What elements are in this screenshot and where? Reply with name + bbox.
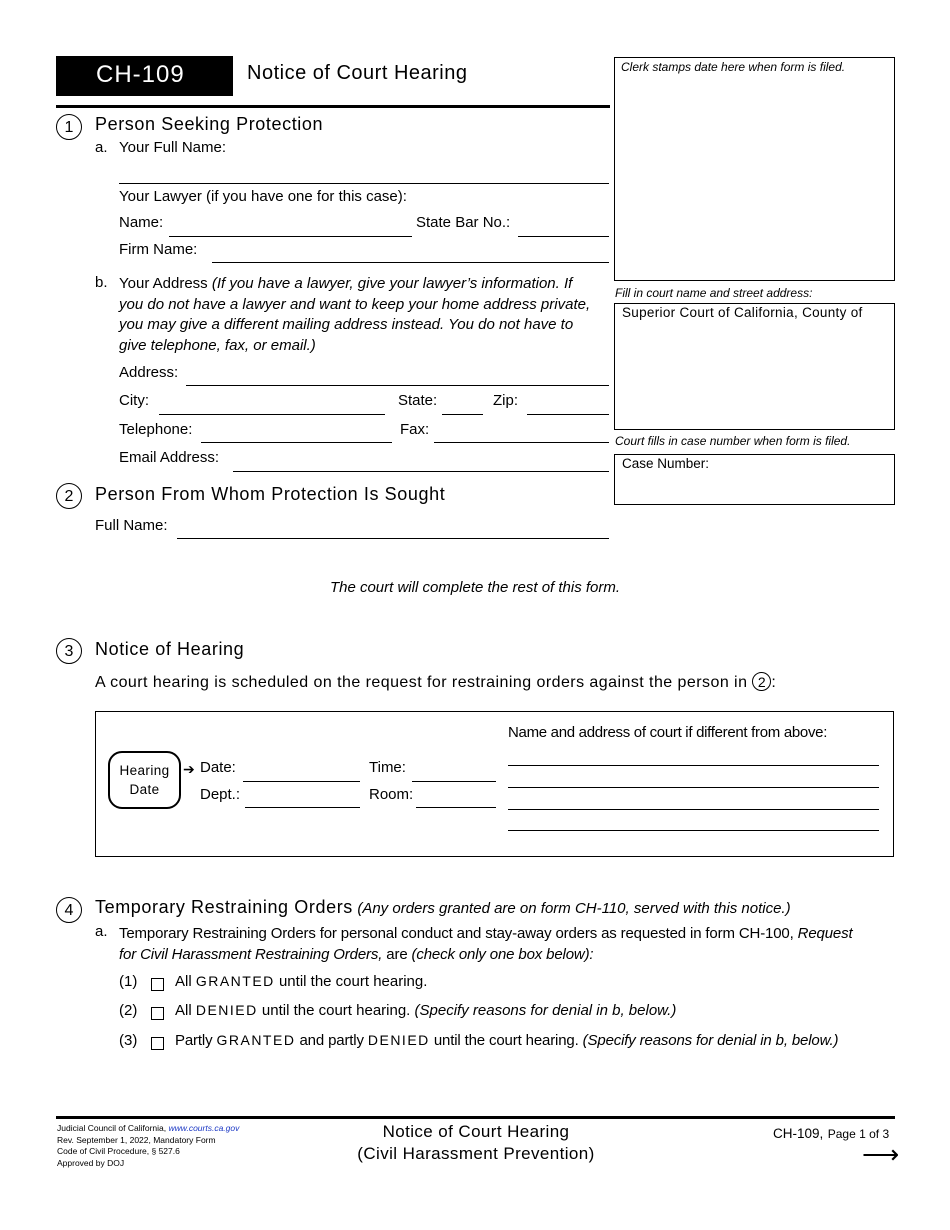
firm-name-label: Firm Name: xyxy=(119,241,198,258)
case-number-caption: Court fills in case number when form is filed. xyxy=(615,434,851,448)
firm-name-field[interactable] xyxy=(212,262,609,263)
address-instructions xyxy=(119,274,590,356)
footer-left xyxy=(57,1123,239,1169)
lawyer-name-label: Name: xyxy=(119,214,164,231)
fax-field[interactable] xyxy=(434,442,609,443)
option-3-mid: and partly xyxy=(299,1032,364,1049)
address-note-3: you may give a different mailing address instead. You do not have to xyxy=(119,316,574,333)
footer-approved: Approved by DOJ xyxy=(57,1157,125,1168)
section-4-title: Temporary Restraining Orders xyxy=(95,897,353,917)
section-1-number: 1 xyxy=(56,114,82,140)
section-4-note: (Any orders granted are on form CH-110, served with this notice.) xyxy=(357,900,791,917)
tro-check-note: (check only one box below): xyxy=(411,946,594,963)
header-rule xyxy=(56,105,610,108)
alt-court-line-1[interactable] xyxy=(508,765,879,766)
hearing-intro-text: A court hearing is scheduled on the request for restraining orders against the person in xyxy=(95,674,748,691)
tro-form-name-1: Request xyxy=(797,925,853,942)
section-4-number: 4 xyxy=(56,897,82,923)
option-3-note: (Specify reasons for denial in b, below.) xyxy=(582,1032,839,1049)
address-note-2: you do not have a lawyer and want to keep your home address private, xyxy=(119,295,591,313)
alt-court-line-3[interactable] xyxy=(508,809,879,810)
hearing-dept-field[interactable] xyxy=(245,807,360,808)
tro-form-name-2: for Civil Harassment Restraining Orders, xyxy=(119,946,383,963)
item-a-letter: a. xyxy=(95,139,108,156)
item-b-letter: b. xyxy=(95,274,108,291)
your-full-name-label: Your Full Name: xyxy=(119,139,226,156)
court-name-caption: Fill in court name and street address: xyxy=(615,286,813,300)
state-bar-label: State Bar No.: xyxy=(416,214,511,231)
address-label: Address: xyxy=(119,364,179,381)
footer-page-number: Page 1 of 3 xyxy=(827,1127,890,1141)
zip-field[interactable] xyxy=(527,414,609,415)
hearing-date-badge xyxy=(108,751,181,809)
hearing-dept-label: Dept.: xyxy=(200,786,241,803)
hearing-room-label: Room: xyxy=(369,786,414,803)
hearing-room-field[interactable] xyxy=(416,807,496,808)
state-field[interactable] xyxy=(442,414,483,415)
form-title: Notice of Court Hearing xyxy=(247,62,468,84)
tro-text-2: are xyxy=(386,946,408,963)
section-3-number: 3 xyxy=(56,638,82,664)
option-1-granted: GRANTED xyxy=(195,973,275,989)
lawyer-name-field[interactable] xyxy=(169,236,412,237)
footer-form-id: CH-109, xyxy=(773,1126,824,1141)
state-bar-field[interactable] xyxy=(518,236,609,237)
section-4-heading xyxy=(95,897,791,918)
hearing-date-label: Date: xyxy=(200,759,236,776)
your-lawyer-label: Your Lawyer (if you have one for this case): xyxy=(119,188,407,205)
option-1-post: until the court hearing. xyxy=(278,973,428,990)
tro-description xyxy=(119,923,853,965)
respondent-name-label: Full Name: xyxy=(95,517,168,534)
footer-website-link[interactable]: www.courts.ca.gov xyxy=(168,1123,240,1133)
tro-text-1: Temporary Restraining Orders for personal conduct and stay-away orders as requested in form CH-100, xyxy=(119,925,794,942)
footer-title-line1: Notice of Court Hearing xyxy=(382,1122,570,1141)
option-3-text xyxy=(175,1032,838,1049)
footer-code: Code of Civil Procedure, § 527.6 xyxy=(57,1146,180,1156)
option-3-granted: GRANTED xyxy=(216,1032,296,1048)
section-2-ref: 2 xyxy=(752,672,771,691)
option-1-text xyxy=(175,973,427,990)
hearing-time-field[interactable] xyxy=(412,781,496,782)
hearing-time-label: Time: xyxy=(369,759,406,776)
address-note-1: (If you have a lawyer, give your lawyer’s information. If xyxy=(211,275,573,292)
court-name-box[interactable] xyxy=(614,303,895,430)
email-field[interactable] xyxy=(233,471,609,472)
hearing-intro xyxy=(95,672,776,692)
alt-court-line-2[interactable] xyxy=(508,787,879,788)
section-3-title: Notice of Hearing xyxy=(95,639,245,659)
option-3-number: (3) xyxy=(119,1032,138,1049)
option-3-checkbox[interactable] xyxy=(151,1037,164,1050)
respondent-name-field[interactable] xyxy=(177,538,609,539)
your-full-name-field[interactable] xyxy=(119,183,609,184)
footer-rule xyxy=(56,1116,895,1119)
form-id-badge xyxy=(56,56,233,96)
section-2-number: 2 xyxy=(56,483,82,509)
email-label: Email Address: xyxy=(119,449,220,466)
city-field[interactable] xyxy=(159,414,385,415)
option-1-number: (1) xyxy=(119,973,138,990)
hearing-intro-end: : xyxy=(771,674,777,691)
option-1-pre: All xyxy=(175,973,192,990)
option-2-denied: DENIED xyxy=(195,1002,258,1018)
state-label: State: xyxy=(398,392,438,409)
alt-court-line-4[interactable] xyxy=(508,830,879,831)
section-1-title: Person Seeking Protection xyxy=(95,114,324,134)
hearing-badge-line2: Date xyxy=(129,782,160,797)
case-number-label: Case Number: xyxy=(622,456,710,471)
hearing-badge-line1: Hearing xyxy=(119,763,170,778)
option-3-post: until the court hearing. xyxy=(433,1032,579,1049)
arrow-right-icon: ➔ xyxy=(183,761,195,777)
address-field[interactable] xyxy=(186,385,609,386)
city-label: City: xyxy=(119,392,149,409)
section-4-item-a-letter: a. xyxy=(95,923,108,940)
fax-label: Fax: xyxy=(400,421,430,438)
option-2-checkbox[interactable] xyxy=(151,1007,164,1020)
telephone-field[interactable] xyxy=(201,442,392,443)
next-page-arrow-icon[interactable]: ⟶ xyxy=(862,1139,900,1169)
court-completes-note: The court will complete the rest of this form. xyxy=(329,579,621,596)
case-number-box[interactable] xyxy=(614,454,895,505)
footer-rev: Rev. September 1, 2022, Mandatory Form xyxy=(57,1134,216,1145)
telephone-label: Telephone: xyxy=(119,421,193,438)
address-note-4: give telephone, fax, or email.) xyxy=(119,336,316,354)
alt-court-label: Name and address of court if different from above: xyxy=(508,724,828,741)
court-name-text: Superior Court of California, County of xyxy=(622,305,863,320)
option-1-checkbox[interactable] xyxy=(151,978,164,991)
option-2-number: (2) xyxy=(119,1002,138,1019)
option-2-note: (Specify reasons for denial in b, below.) xyxy=(414,1002,677,1019)
form-id: CH-109 xyxy=(96,61,185,88)
option-3-pre: Partly xyxy=(175,1032,213,1049)
footer-title-line2: (Civil Harassment Prevention) xyxy=(357,1144,595,1163)
clerk-stamp-box xyxy=(614,57,895,281)
option-3-denied: DENIED xyxy=(367,1032,430,1048)
hearing-box xyxy=(95,711,894,857)
option-2-pre: All xyxy=(175,1002,192,1019)
section-2-title: Person From Whom Protection Is Sought xyxy=(95,484,446,504)
option-2-post: until the court hearing. xyxy=(261,1002,411,1019)
option-2-text xyxy=(175,1002,676,1019)
hearing-date-field[interactable] xyxy=(243,781,360,782)
clerk-stamp-label: Clerk stamps date here when form is filed. xyxy=(621,60,846,74)
footer-title xyxy=(300,1121,652,1165)
address-lead: Your Address xyxy=(119,275,208,292)
footer-council: Judicial Council of California, xyxy=(57,1123,167,1133)
zip-label: Zip: xyxy=(493,392,519,409)
